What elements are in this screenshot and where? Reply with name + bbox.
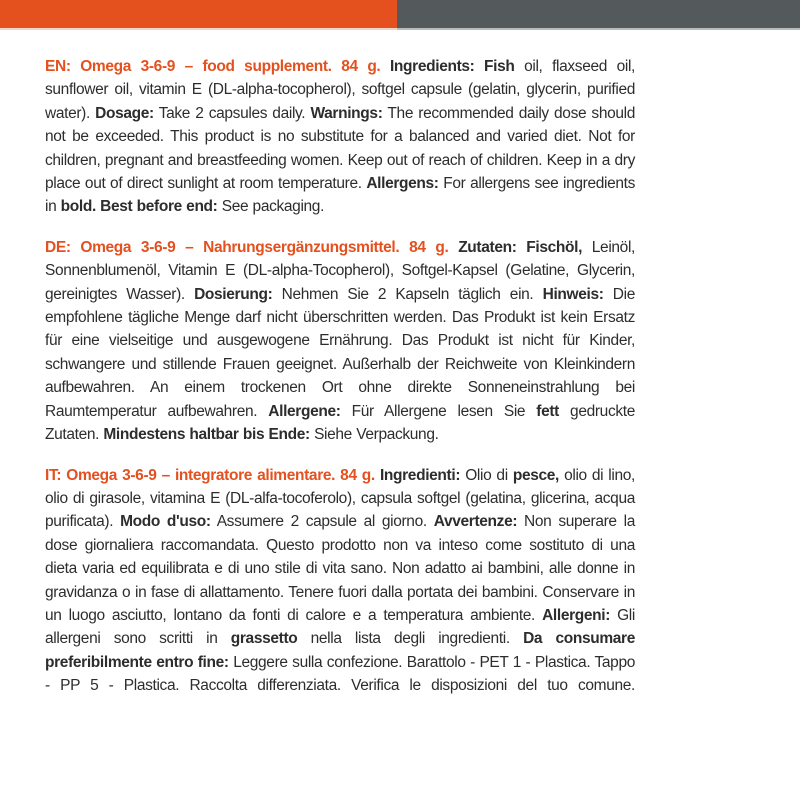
text-run-bold: fett	[536, 402, 559, 420]
text-run-normal: Gli allergeni sono scritti in	[45, 606, 635, 648]
text-run-bold: Dosierung:	[194, 285, 273, 303]
text-run-normal: Leggere sulla confezione. Barattolo - PET 1 - Plastica. Tappo - PP 5 - Plastica. Raccolta differenziata. Verifica le disposizioni del tuo comune.	[45, 653, 635, 695]
section-heading-it: IT: Omega 3-6-9 – integratore alimentare. 84 g.	[45, 466, 380, 484]
text-run-normal: Non superare la dose giornaliera raccomandata. Questo prodotto non va inteso come sostituto di una dieta varia ed equilibrata e di uno stile di vita sano. Non adatto ai bambini, alle donne in gravidanza o in fase di allattamento. Tenere fuori dalla portata dei bambini. Conservare in un luogo asciutto, lontano da fonti di calore e a temperatura ambiente.	[45, 513, 635, 624]
header-bar-shadow	[0, 28, 800, 30]
text-run-normal: olio di lino, olio di girasole, vitamina E (DL-alfa-tocoferolo), capsula softgel (gelatina, glicerina, acqua purificata).	[45, 466, 635, 531]
text-run-normal: Nehmen Sie 2 Kapseln täglich ein.	[272, 285, 543, 303]
text-run-bold: grassetto	[230, 630, 298, 648]
label-paragraph-en	[45, 55, 635, 219]
text-run-bold: Mindestens haltbar bis Ende:	[103, 426, 310, 444]
text-run-normal: Olio di	[460, 466, 513, 484]
label-sections	[45, 55, 635, 698]
text-run-normal: See packaging.	[217, 198, 325, 216]
text-run-bold: Allergens:	[366, 175, 439, 193]
label-paragraph-de	[45, 236, 635, 447]
text-run-normal: The recommended daily dose should not be exceeded. This product is no substitute for a balanced and varied diet. Not for children, pregnant and breastfeeding women. Keep out of reach of children. Keep in a dry place out of direct sunlight at room temperature.	[45, 104, 636, 193]
section-heading-de: DE: Omega 3-6-9 – Nahrungsergänzungsmittel. 84 g.	[45, 238, 459, 256]
text-run-bold: Allergeni:	[542, 606, 611, 624]
text-run-bold: Avvertenze:	[433, 513, 518, 531]
text-run-normal: Assumere 2 capsule al giorno.	[210, 513, 434, 531]
text-run-normal: Siehe Verpackung.	[309, 426, 439, 444]
label-paragraph-it	[45, 464, 635, 698]
header-bar	[0, 0, 800, 28]
text-run-normal: Für Allergene lesen Sie	[340, 402, 537, 420]
text-run-normal: Take 2 capsules daily.	[153, 104, 311, 122]
text-run-bold: Allergene:	[268, 402, 341, 420]
text-run-bold: Ingredients: Fish	[389, 58, 515, 75]
header-bar-orange-shadow	[0, 28, 397, 30]
text-run-bold: Modo d'uso:	[120, 513, 211, 531]
text-run-bold: Hinweis:	[542, 285, 604, 303]
text-run-normal: gedruckte Zutaten.	[45, 402, 635, 444]
text-run-normal: nella lista degli ingredienti.	[297, 630, 524, 648]
text-run-bold: bold. Best before end:	[60, 198, 218, 216]
text-run-bold: Zutaten: Fischöl,	[458, 238, 583, 256]
header-bar-gray-block	[397, 0, 800, 28]
text-run-bold: Dosage:	[95, 104, 154, 122]
header-bar-gray-shadow	[397, 28, 800, 30]
text-run-normal: oil, flaxseed oil, sunflower oil, vitamin E (DL-alpha-tocopherol), softgel capsule (gelatin, glycerin, purified water).	[45, 58, 636, 122]
text-run-bold: Ingredienti:	[379, 466, 461, 484]
section-heading-en: EN: Omega 3-6-9 – food supplement. 84 g.	[45, 58, 390, 75]
text-run-bold: Da consumare preferibilmente entro fine:	[45, 630, 635, 671]
text-run-normal: Die empfohlene tägliche Menge darf nicht überschritten werden. Das Produkt ist kein Ersatz für eine vielseitige und ausgewogene Ernährung. Das Produkt ist nicht für Kinder, schwangere und stillende Frauen geeignet. Außerhalb der Reichweite von Kleinkindern aufbewahren. An einem trockenen Ort ohne direkte Sonneneinstrahlung bei Raumtemperatur aufbewahren.	[45, 285, 636, 420]
text-run-bold: Warnings:	[310, 104, 383, 122]
text-run-normal: Leinöl, Sonnenblumenöl, Vitamin E (DL-alpha-Tocopherol), Softgel-Kapsel (Gelatine, Glycerin, gereinigtes Wasser).	[45, 238, 635, 303]
text-run-bold: pesce,	[512, 466, 560, 484]
text-run-normal: For allergens see ingredients in	[45, 175, 636, 216]
header-bar-orange-block	[0, 0, 397, 28]
